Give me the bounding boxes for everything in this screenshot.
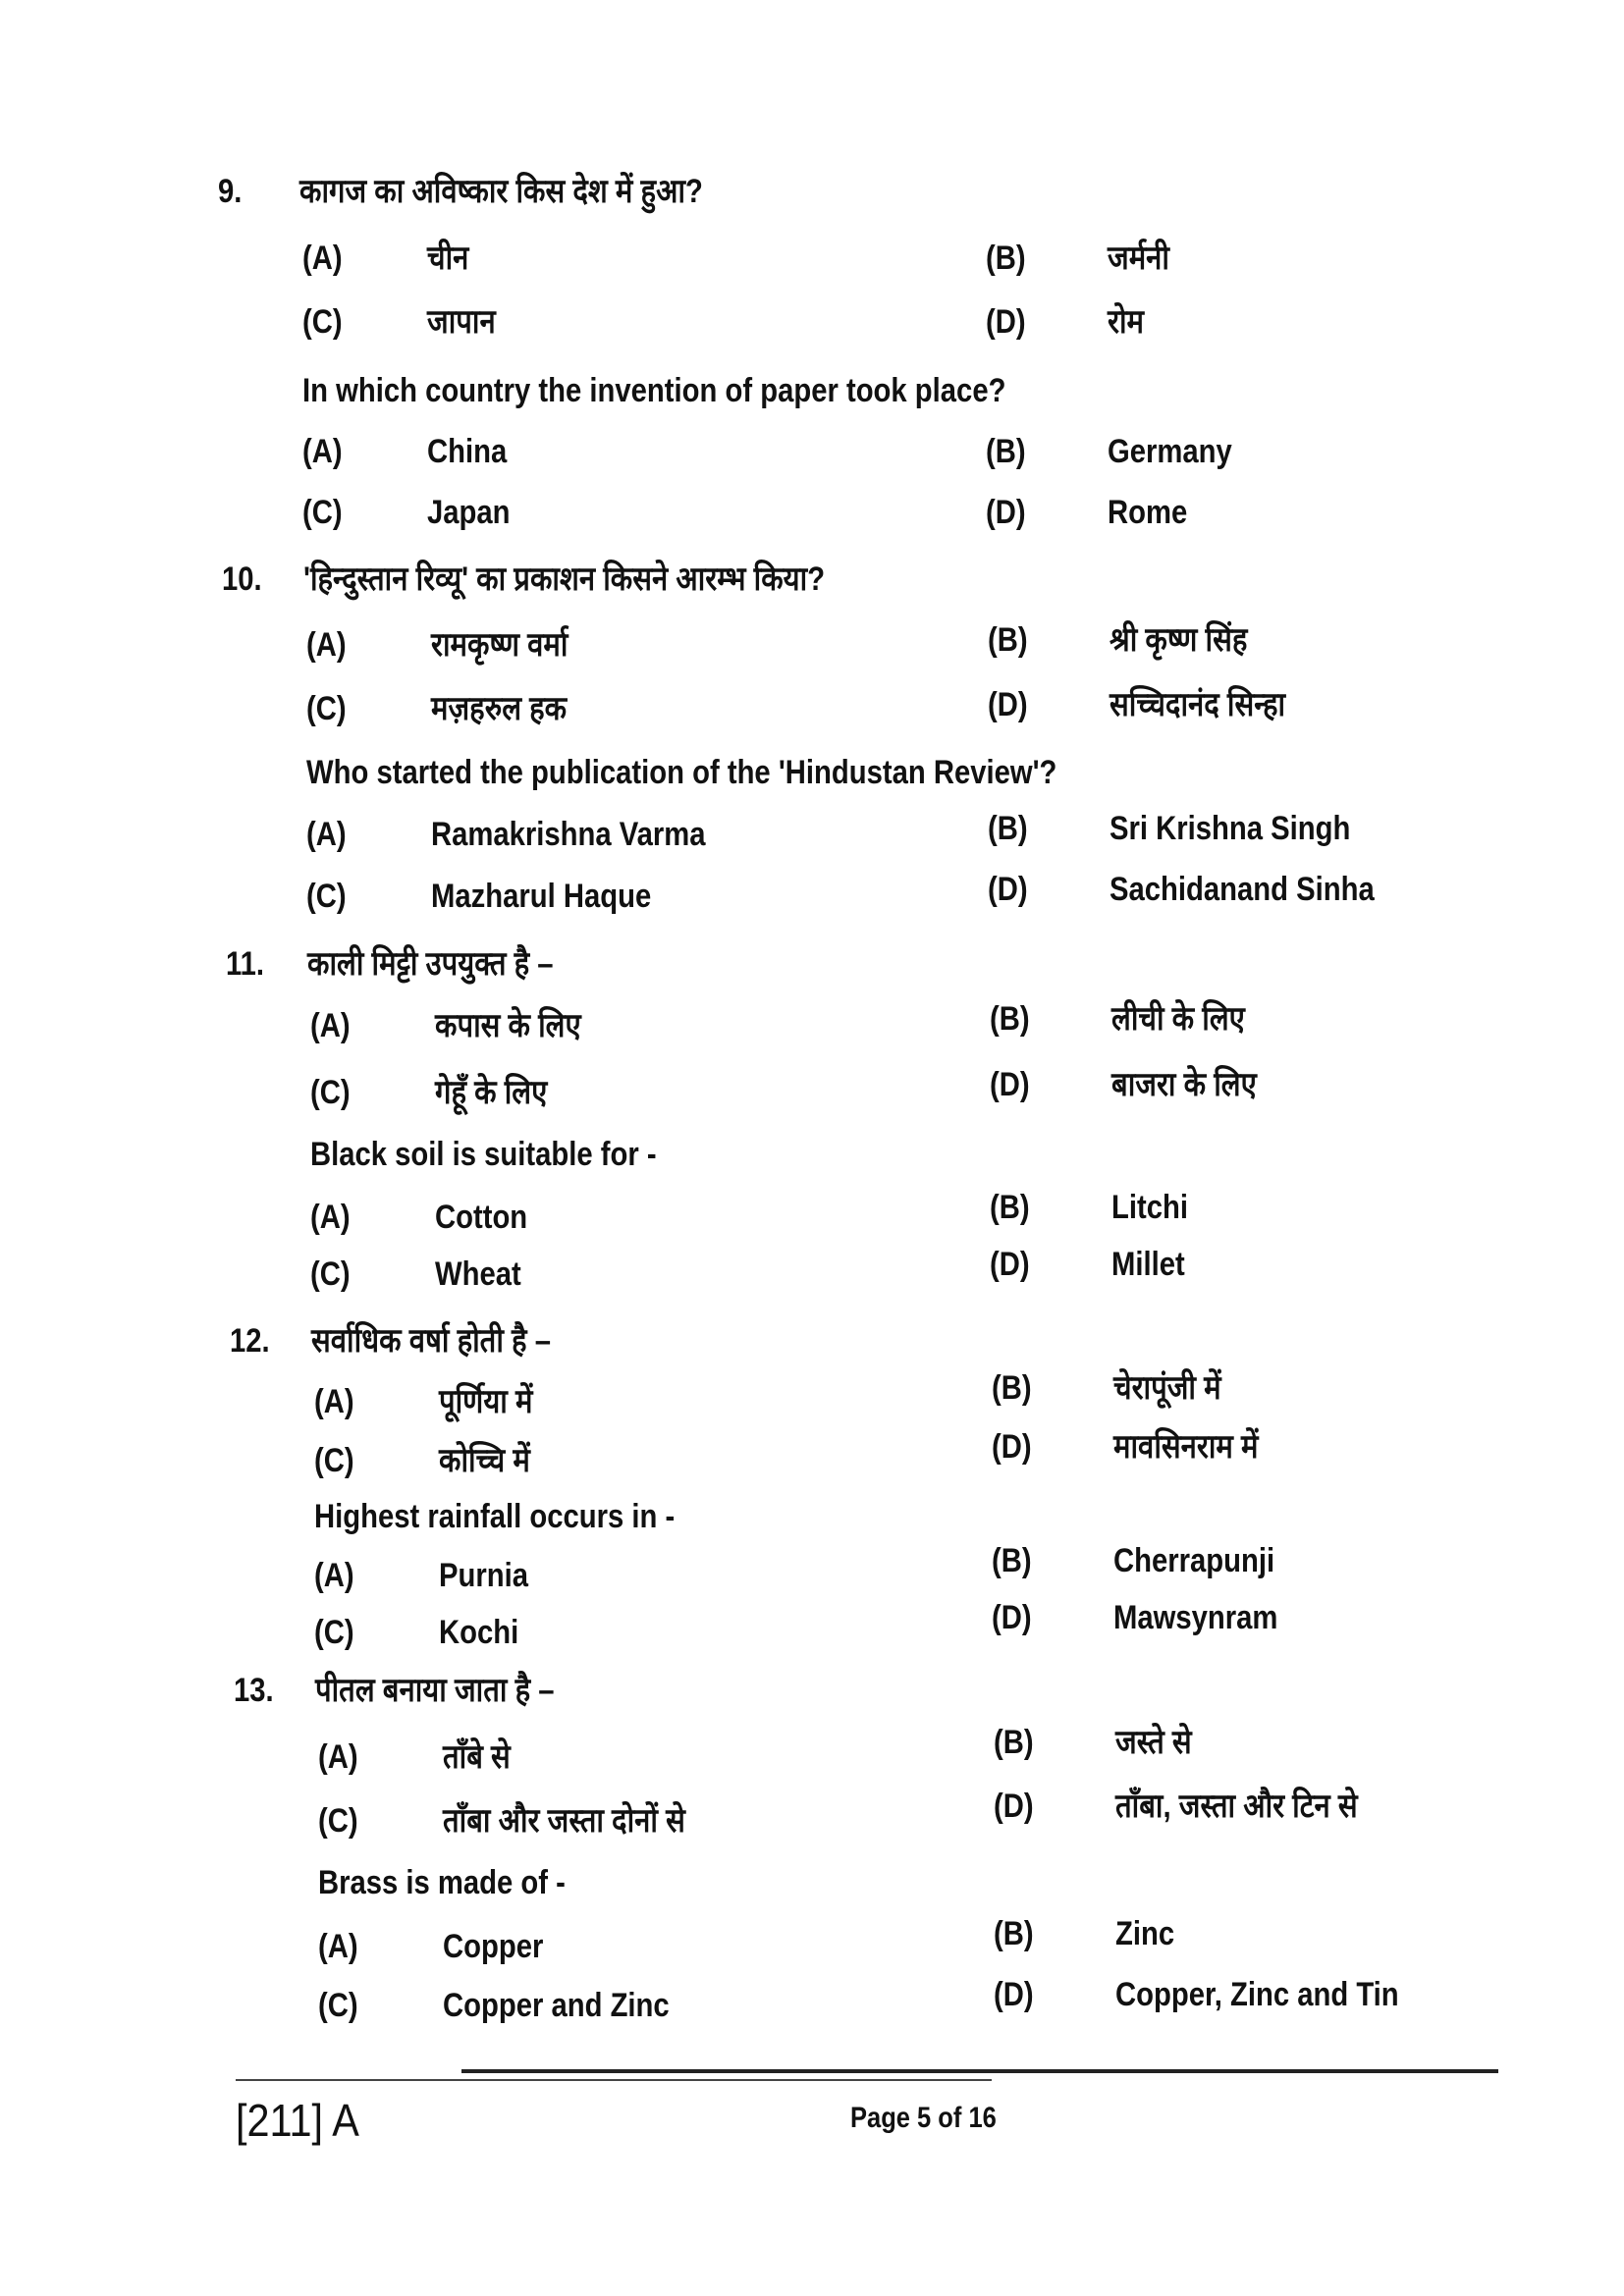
option-en-b: Zinc (1115, 1915, 1175, 1952)
option-hi-c: गेहूँ के लिए (435, 1074, 548, 1111)
question-text-english: Highest rainfall occurs in - (314, 1498, 676, 1535)
option-label: (C) (318, 1987, 358, 2024)
option-en-c: Wheat (435, 1255, 521, 1293)
option-en-a: Cotton (435, 1199, 528, 1236)
option-en-d: Rome (1108, 494, 1188, 531)
question-text-hindi: सर्वाधिक वर्षा होती है – (311, 1322, 551, 1360)
option-label: (A) (310, 1007, 351, 1044)
option-hi-a: रामकृष्ण वर्मा (431, 626, 568, 664)
option-label: (D) (986, 303, 1026, 341)
option-label: (C) (314, 1614, 354, 1651)
option-label: (B) (988, 810, 1028, 847)
option-hi-d: मावसिनराम में (1113, 1428, 1259, 1466)
option-hi-b: चेरापूंजी में (1113, 1369, 1221, 1407)
option-en-b: Germany (1108, 433, 1232, 470)
question-number: 11. (226, 945, 265, 983)
question-text-english: In which country the invention of paper took place? (302, 372, 1006, 409)
option-label: (C) (318, 1802, 358, 1840)
footer-rule (461, 2069, 1498, 2073)
option-label: (B) (994, 1915, 1034, 1952)
option-label: (D) (992, 1428, 1032, 1466)
paper-code: [211] A (236, 2095, 359, 2146)
option-hi-c: ताँबा और जस्ता दोनों से (443, 1802, 685, 1840)
option-en-c: Japan (427, 494, 511, 531)
question-text-english: Brass is made of - (318, 1864, 566, 1901)
option-label: (A) (306, 816, 347, 853)
option-label: (B) (986, 240, 1026, 277)
option-label: (D) (992, 1599, 1032, 1636)
option-label: (D) (990, 1066, 1030, 1103)
option-label: (D) (990, 1246, 1030, 1283)
option-label: (D) (994, 1976, 1034, 2013)
option-hi-d: सच्चिदानंद सिन्हा (1110, 686, 1286, 723)
option-en-b: Sri Krishna Singh (1110, 810, 1351, 847)
option-en-b: Cherrapunji (1113, 1542, 1275, 1579)
option-label: (B) (992, 1369, 1032, 1407)
option-label: (A) (302, 433, 343, 470)
option-label: (D) (988, 871, 1028, 908)
question-text-hindi: पीतल बनाया जाता है – (315, 1672, 555, 1709)
question-text-hindi: कागज का अविष्कार किस देश में हुआ? (299, 173, 703, 210)
question-number: 13. (234, 1672, 274, 1709)
option-en-a: Copper (443, 1928, 544, 1965)
option-en-d: Millet (1111, 1246, 1185, 1283)
option-hi-b: जस्ते से (1115, 1724, 1192, 1761)
option-label: (B) (994, 1724, 1034, 1761)
option-hi-b: श्री कृष्ण सिंह (1110, 621, 1248, 659)
option-label: (A) (302, 240, 343, 277)
question-number: 9. (218, 173, 243, 210)
option-en-c: Mazharul Haque (431, 878, 652, 915)
option-label: (D) (986, 494, 1026, 531)
option-hi-a: पूर्णिया में (439, 1383, 533, 1420)
option-label: (B) (990, 1189, 1030, 1226)
question-number: 10. (222, 561, 262, 598)
option-en-a: China (427, 433, 508, 470)
option-en-a: Purnia (439, 1557, 528, 1594)
question-text-hindi: काली मिट्टी उपयुक्त है – (307, 945, 554, 983)
option-en-d: Mawsynram (1113, 1599, 1278, 1636)
option-hi-d: रोम (1108, 303, 1145, 341)
option-en-d: Sachidanand Sinha (1110, 871, 1375, 908)
option-label: (B) (986, 433, 1026, 470)
option-label: (C) (302, 303, 343, 341)
option-hi-c: जापान (427, 303, 496, 341)
option-label: (D) (994, 1788, 1034, 1825)
option-hi-d: बाजरा के लिए (1111, 1066, 1257, 1103)
option-en-c: Kochi (439, 1614, 519, 1651)
page-number: Page 5 of 16 (850, 2102, 997, 2134)
option-en-c: Copper and Zinc (443, 1987, 670, 2024)
option-en-d: Copper, Zinc and Tin (1115, 1976, 1399, 2013)
option-label: (A) (314, 1383, 354, 1420)
question-text-english: Black soil is suitable for - (310, 1136, 657, 1173)
option-label: (A) (306, 626, 347, 664)
question-number: 12. (230, 1322, 270, 1360)
option-label: (B) (992, 1542, 1032, 1579)
option-label: (B) (988, 621, 1028, 659)
question-text-english: Who started the publication of the 'Hindustan Review'? (306, 754, 1057, 791)
option-hi-b: लीची के लिए (1111, 1000, 1245, 1038)
option-hi-a: ताँबे से (443, 1738, 511, 1776)
question-text-hindi: 'हिन्दुस्तान रिव्यू' का प्रकाशन किसने आरम्भ किया? (303, 561, 826, 598)
option-hi-a: कपास के लिए (435, 1007, 581, 1044)
option-en-a: Ramakrishna Varma (431, 816, 706, 853)
option-hi-a: चीन (427, 240, 469, 277)
option-label: (A) (318, 1928, 358, 1965)
option-hi-c: कोच्चि में (439, 1442, 530, 1479)
option-label: (B) (990, 1000, 1030, 1038)
option-hi-b: जर्मनी (1108, 240, 1169, 277)
option-label: (C) (310, 1074, 351, 1111)
option-label: (C) (314, 1442, 354, 1479)
footer-rule-thin (236, 2079, 992, 2081)
option-en-b: Litchi (1111, 1189, 1188, 1226)
option-label: (C) (310, 1255, 351, 1293)
option-label: (C) (306, 878, 347, 915)
option-label: (A) (314, 1557, 354, 1594)
option-label: (C) (302, 494, 343, 531)
option-hi-d: ताँबा, जस्ता और टिन से (1115, 1788, 1358, 1825)
option-label: (A) (310, 1199, 351, 1236)
option-label: (C) (306, 690, 347, 727)
option-label: (D) (988, 686, 1028, 723)
option-label: (A) (318, 1738, 358, 1776)
option-hi-c: मज़हरुल हक (431, 690, 568, 727)
